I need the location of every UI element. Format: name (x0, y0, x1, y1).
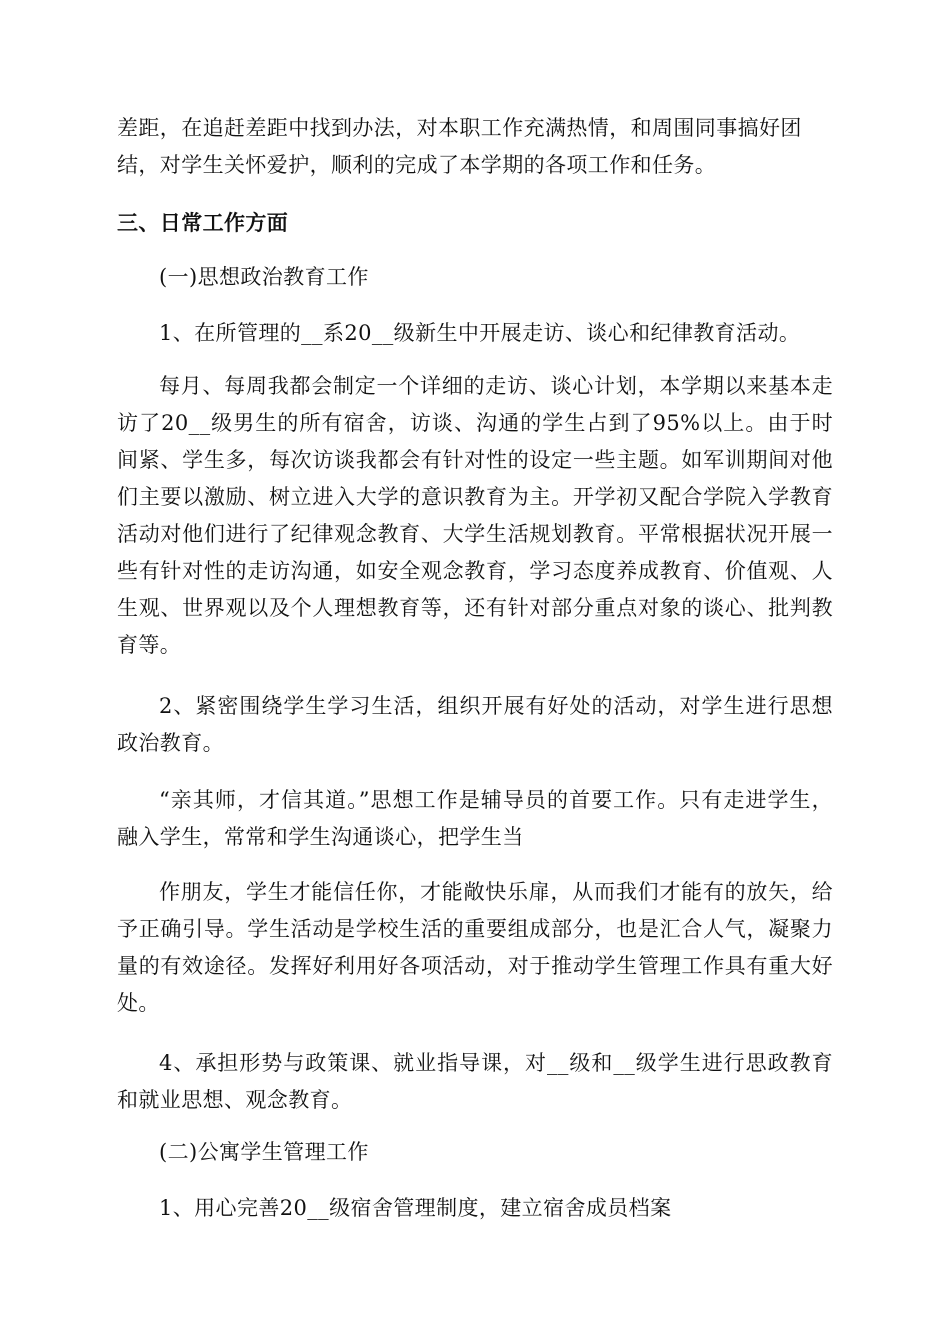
subsection-1-title: (一)思想政治教育工作 (159, 265, 369, 289)
intro-line-1: 差距，在追赶差距中找到办法，对本职工作充满热情，和周围同事搞好团 (117, 116, 802, 140)
item-2-title: 2、紧密围绕学生学习生活，组织开展有好处的活动，对学生进行思想政治教育。 (117, 694, 833, 755)
item-4-title: 4、承担形势与政策课、就业指导课，对__级和__级学生进行思政教育和就业思想、观念教育。 (117, 1051, 833, 1112)
section-heading: 三、日常工作方面 (117, 210, 289, 235)
item-1-title: 1、在所管理的__系20__级新生中开展走访、谈心和纪律教育活动。 (159, 321, 801, 345)
item-2-body-part1: “亲其师，才信其道。”思想工作是辅导员的首要工作。只有走进学生，融入学生，常常和学生沟通谈心，把学生当 (117, 788, 833, 849)
intro-line-2: 结，对学生关怀爱护，顺利的完成了本学期的各项工作和任务。 (117, 153, 717, 177)
item-5-title: 1、用心完善20__级宿舍管理制度，建立宿舍成员档案 (159, 1196, 672, 1220)
subsection-2-title: (二)公寓学生管理工作 (159, 1140, 369, 1164)
item-1-body: 每月、每周我都会制定一个详细的走访、谈心计划，本学期以来基本走访了20__级男生的所有宿舍，访谈、沟通的学生占到了95%以上。由于时间紧、学生多，每次访谈我都会有针对性的设定一些主题。如军训期间对他们主要以激励、树立进入大学的意识教育为主。开学初又配合学院入学教育活动对他们进行了纪律观念教育、大学生活规划教育。平常根据状况开展一些有针对性的走访沟通，如安全观念教育，学习态度养成教育、价值观、人生观、世界观以及个人理想教育等，还有针对部分重点对象的谈心、批判教育等。 (117, 374, 833, 657)
item-2-body-part2: 作朋友，学生才能信任你，才能敞快乐扉，从而我们才能有的放矢，给予正确引导。学生活动是学校生活的重要组成部分，也是汇合人气，凝聚力量的有效途径。发挥好利用好各项活动，对于推动学生管理工作具有重大好处。 (117, 880, 833, 1015)
